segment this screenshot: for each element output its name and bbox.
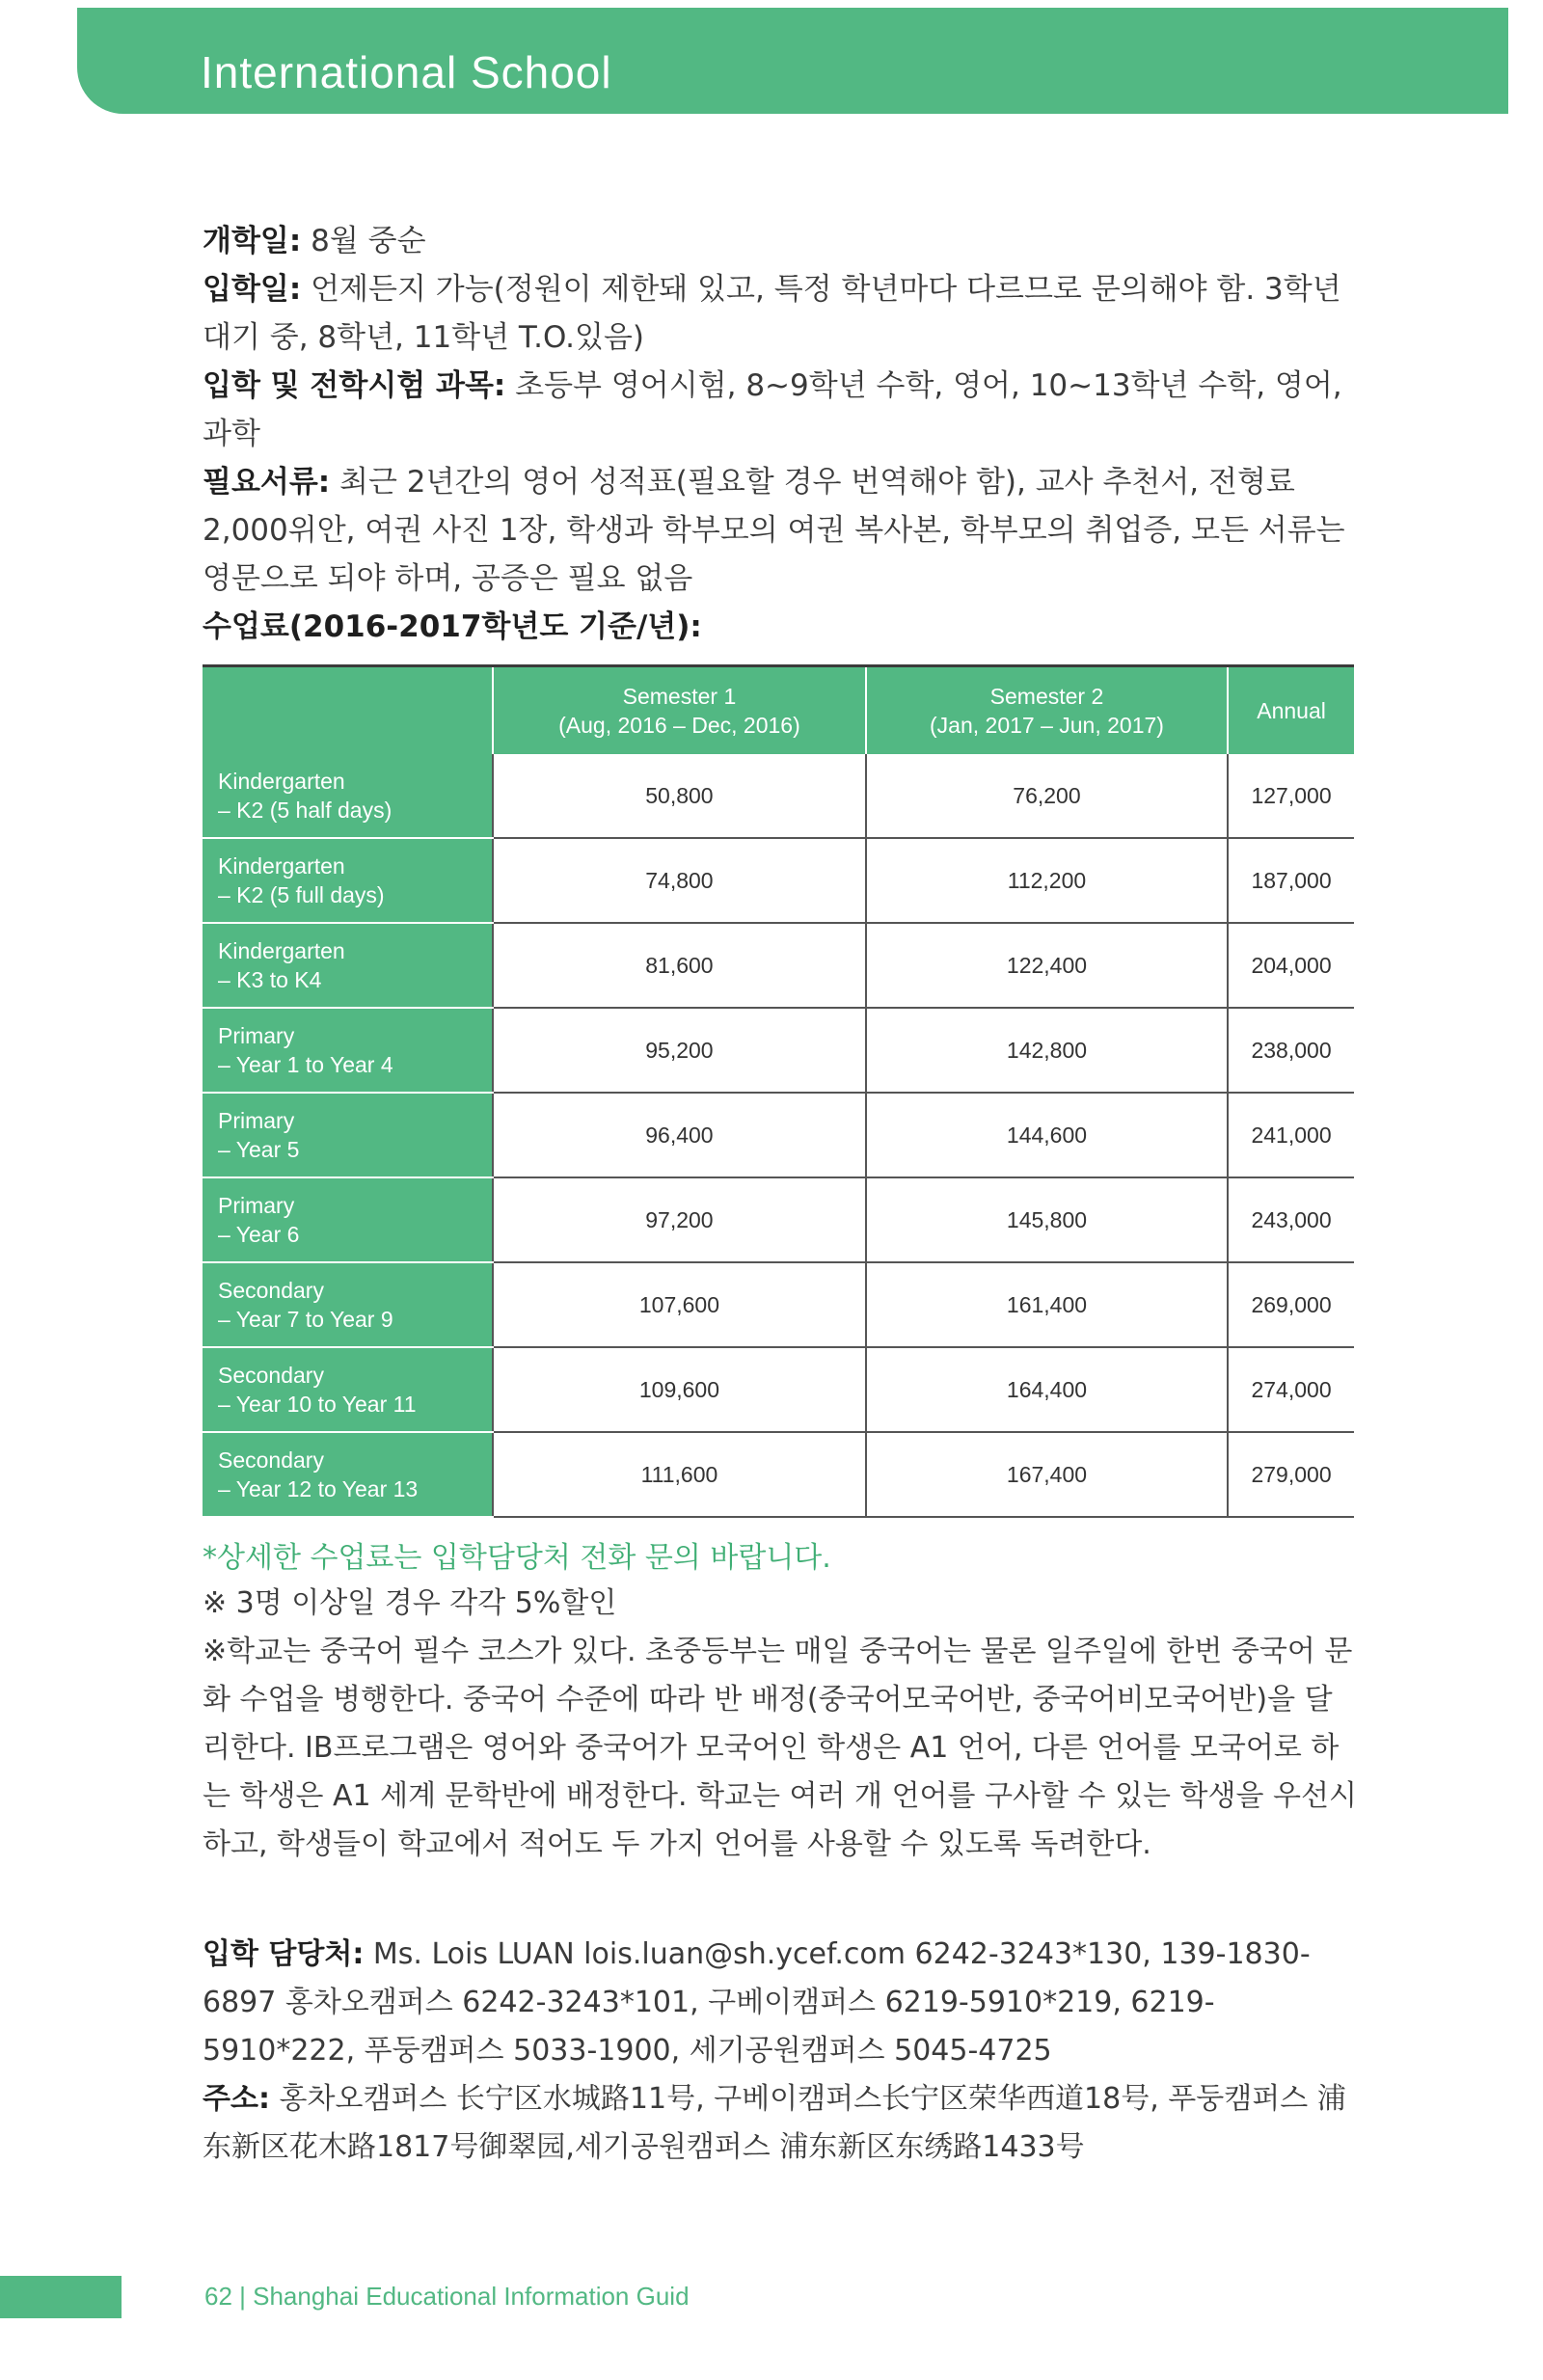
contact-label: 입학 담당처: — [203, 1937, 365, 1971]
docs-line — [203, 458, 1360, 603]
row-level: Secondary — [218, 1447, 324, 1473]
row-grade: – Year 10 to Year 11 — [218, 1392, 417, 1417]
header-annual: Annual — [1228, 666, 1354, 755]
fee-table-corner — [203, 666, 493, 755]
row-level: Kindergarten — [218, 769, 345, 794]
row-label — [203, 1432, 493, 1517]
page-header-title: International School — [201, 47, 612, 97]
semester-start-label: 개학일: — [203, 224, 302, 258]
header-semester-1-title: Semester 1 — [622, 684, 737, 709]
admission-line — [203, 265, 1360, 362]
row-level: Kindergarten — [218, 853, 345, 879]
fee-inquiry-note: *상세한 수업료는 입학담당처 전화 문의 바랍니다. — [203, 1541, 831, 1575]
address — [203, 2075, 1360, 2172]
cell-semester-2: 164,400 — [866, 1347, 1228, 1432]
header-semester-2 — [866, 666, 1228, 755]
exam-label: 입학 및 전학시험 과목: — [203, 368, 506, 403]
cell-semester-2: 144,600 — [866, 1093, 1228, 1177]
table-row — [203, 1262, 1354, 1347]
cell-semester-1: 95,200 — [493, 1008, 866, 1093]
footer-bar — [0, 2276, 122, 2318]
exam-line — [203, 362, 1360, 458]
table-row — [203, 1432, 1354, 1517]
fee-title: 수업료(2016-2017학년도 기준/년): — [203, 609, 702, 644]
table-row — [203, 923, 1354, 1008]
row-grade: – Year 7 to Year 9 — [218, 1307, 393, 1332]
row-grade: – K2 (5 full days) — [218, 882, 385, 907]
cell-annual: 243,000 — [1228, 1177, 1354, 1262]
admission-contact — [203, 1931, 1360, 2075]
row-label — [203, 1093, 493, 1177]
main-content — [203, 217, 1360, 2172]
header-semester-1-range: (Aug, 2016 – Dec, 2016) — [558, 713, 800, 738]
cell-annual: 241,000 — [1228, 1093, 1354, 1177]
address-label: 주소: — [203, 2082, 270, 2116]
row-label — [203, 1262, 493, 1347]
address-value: 홍차오캠퍼스 长宁区水城路11号, 구베이캠퍼스长宁区荣华西道18号, 푸둥캠퍼스 浦东新区花木路1817号御翠园,세기공원캠퍼스 浦东新区东绣路1433号 — [203, 2082, 1346, 2164]
row-level: Secondary — [218, 1363, 324, 1388]
cell-semester-2: 161,400 — [866, 1262, 1228, 1347]
cell-semester-1: 97,200 — [493, 1177, 866, 1262]
table-row — [203, 1347, 1354, 1432]
admission-label: 입학일: — [203, 272, 302, 307]
header-semester-2-title: Semester 2 — [989, 684, 1104, 709]
cell-annual: 127,000 — [1228, 754, 1354, 838]
row-grade: – Year 12 to Year 13 — [218, 1476, 419, 1501]
cell-semester-1: 81,600 — [493, 923, 866, 1008]
cell-semester-2: 76,200 — [866, 754, 1228, 838]
admission-value: 언제든지 가능(정원이 제한돼 있고, 특정 학년마다 다르므로 문의해야 함. 3학년 대기 중, 8학년, 11학년 T.O.있음) — [203, 272, 1341, 355]
cell-semester-1: 50,800 — [493, 754, 866, 838]
table-row — [203, 1177, 1354, 1262]
row-level: Primary — [218, 1193, 295, 1218]
row-grade: – K3 to K4 — [218, 967, 322, 992]
row-grade: – Year 5 — [218, 1137, 300, 1162]
table-row — [203, 754, 1354, 838]
cell-annual: 204,000 — [1228, 923, 1354, 1008]
row-level: Primary — [218, 1023, 295, 1048]
table-row — [203, 838, 1354, 923]
row-level: Kindergarten — [218, 938, 345, 963]
chinese-course-note: ※학교는 중국어 필수 코스가 있다. 초중등부는 매일 중국어는 물론 일주일에 한번 중국어 문화 수업을 병행한다. 중국어 수준에 따라 반 배정(중국어모국어반, 중국어비모국어반)을 달리한다. IB프로그램은 영어와 중국어가 모국어인 학생은 A1 언어, 다른 언어를 모국어로 하는 학생은 A1 세계 문학반에 배정한다. 학교는 여러 개 언어를 구사할 수 있는 학생을 우선시하고, 학생들이 학교에서 적어도 두 가지 언어를 사용할 수 있도록 독려한다. — [203, 1635, 1357, 1861]
header-semester-1 — [493, 666, 866, 755]
cell-semester-1: 96,400 — [493, 1093, 866, 1177]
footer-page-info: 62 | Shanghai Educational Information Guid — [204, 2282, 690, 2311]
cell-annual: 274,000 — [1228, 1347, 1354, 1432]
docs-value: 최근 2년간의 영어 성적표(필요할 경우 번역해야 함), 교사 추천서, 전형료 2,000위안, 여권 사진 1장, 학생과 학부모의 여권 복사본, 학부모의 취업증, 모든 서류는 영문으로 되야 하며, 공증은 필요 없음 — [203, 465, 1345, 596]
cell-semester-1: 109,600 — [493, 1347, 866, 1432]
row-label — [203, 1347, 493, 1432]
cell-semester-2: 112,200 — [866, 838, 1228, 923]
row-grade: – K2 (5 half days) — [218, 798, 393, 823]
row-label — [203, 923, 493, 1008]
cell-semester-2: 145,800 — [866, 1177, 1228, 1262]
table-row — [203, 1008, 1354, 1093]
cell-semester-2: 122,400 — [866, 923, 1228, 1008]
cell-semester-1: 107,600 — [493, 1262, 866, 1347]
contact-value: Ms. Lois LUAN lois.luan@sh.ycef.com 6242-3243*130, 139-1830-6897 홍차오캠퍼스 6242-3243*101, 구베이캠퍼스 6219-5910*219, 6219-5910*222, 푸둥캠퍼스 5033-1900, 세기공원캠퍼스 5045-4725 — [203, 1937, 1311, 2068]
row-label — [203, 1008, 493, 1093]
row-level: Primary — [218, 1108, 295, 1133]
cell-semester-1: 111,600 — [493, 1432, 866, 1517]
header-semester-2-range: (Jan, 2017 – Jun, 2017) — [930, 713, 1164, 738]
semester-start-value: 8월 중순 — [301, 224, 426, 258]
table-row — [203, 1093, 1354, 1177]
row-label — [203, 1177, 493, 1262]
row-label — [203, 754, 493, 838]
discount-note: ※ 3명 이상일 경우 각각 5%할인 — [203, 1586, 617, 1620]
cell-annual: 269,000 — [1228, 1262, 1354, 1347]
fee-table — [203, 664, 1354, 1518]
docs-label: 필요서류: — [203, 465, 331, 500]
semester-start-line — [203, 217, 1360, 265]
row-grade: – Year 1 to Year 4 — [218, 1052, 393, 1077]
cell-semester-2: 167,400 — [866, 1432, 1228, 1517]
cell-annual: 279,000 — [1228, 1432, 1354, 1517]
row-grade: – Year 6 — [218, 1222, 300, 1247]
cell-annual: 187,000 — [1228, 838, 1354, 923]
row-label — [203, 838, 493, 923]
cell-semester-2: 142,800 — [866, 1008, 1228, 1093]
fee-table-header-row — [203, 666, 1354, 755]
cell-semester-1: 74,800 — [493, 838, 866, 923]
cell-annual: 238,000 — [1228, 1008, 1354, 1093]
exam-value: 초등부 영어시험, 8~9학년 수학, 영어, 10~13학년 수학, 영어, 과학 — [203, 368, 1342, 451]
row-level: Secondary — [218, 1278, 324, 1303]
